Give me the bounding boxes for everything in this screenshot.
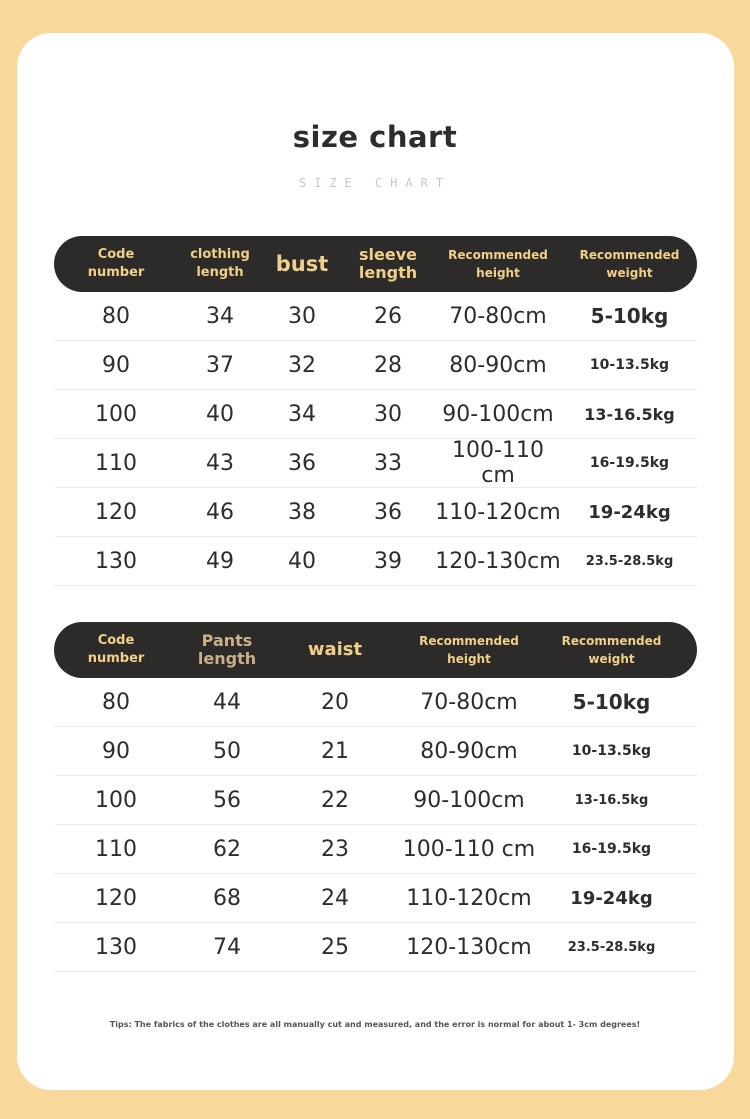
cell-weight: 19-24kg (570, 887, 653, 909)
table-row (54, 678, 697, 727)
table-row (54, 537, 697, 586)
cell-clothing-length: 43 (206, 450, 234, 476)
cell-weight: 10-13.5kg (589, 357, 670, 373)
cell-clothing-length: 49 (206, 548, 234, 574)
cell-code: 110 (95, 836, 137, 862)
cell-code: 80 (102, 689, 130, 715)
cell-pants-length: 74 (213, 934, 241, 960)
table-row (54, 292, 697, 341)
cell-code: 120 (95, 499, 137, 525)
cell-waist: 21 (321, 738, 349, 764)
cell-sleeve-length: 26 (374, 303, 402, 329)
cell-bust: 34 (288, 401, 316, 427)
cell-bust: 30 (288, 303, 316, 329)
page-subtitle: SIZE CHART (298, 176, 452, 190)
header-pants-length: Pants length (197, 631, 257, 668)
cell-pants-length: 62 (213, 836, 241, 862)
table-row (54, 923, 697, 972)
cell-weight: 23.5-28.5kg (567, 939, 656, 955)
cell-code: 100 (95, 401, 137, 427)
bottom-table-header (54, 622, 697, 678)
cell-waist: 22 (321, 787, 349, 813)
cell-clothing-length: 34 (206, 303, 234, 329)
cell-weight: 19-24kg (588, 501, 671, 523)
cell-code: 80 (102, 303, 130, 329)
header-clothing-length: clothing length (190, 247, 250, 280)
header-recommended-weight: Recommended weight (561, 634, 662, 666)
cell-sleeve-length: 33 (374, 450, 402, 476)
header-code-number: Code number (87, 633, 145, 666)
cell-code: 110 (95, 450, 137, 476)
cell-code: 90 (102, 352, 130, 378)
cell-height: 100-110 cm (402, 836, 536, 862)
top-table-header (54, 236, 697, 292)
cell-weight: 10-13.5kg (571, 743, 652, 759)
cell-height: 90-100cm (413, 787, 525, 813)
cell-pants-length: 56 (213, 787, 241, 813)
cell-waist: 23 (321, 836, 349, 862)
cell-height: 110-120cm (435, 499, 561, 525)
cell-weight: 13-16.5kg (584, 404, 675, 424)
cell-height: 90-100cm (442, 401, 554, 427)
cell-sleeve-length: 28 (374, 352, 402, 378)
cell-sleeve-length: 30 (374, 401, 402, 427)
header-recommended-height: Recommended height (448, 248, 548, 280)
cell-weight: 16-19.5kg (589, 455, 670, 471)
cell-weight: 5-10kg (590, 304, 669, 328)
cell-clothing-length: 37 (206, 352, 234, 378)
cell-waist: 24 (321, 885, 349, 911)
cell-height: 80-90cm (420, 738, 518, 764)
cell-code: 90 (102, 738, 130, 764)
cell-sleeve-length: 36 (374, 499, 402, 525)
header-waist: waist (307, 639, 363, 660)
cell-sleeve-length: 39 (374, 548, 402, 574)
table-row (54, 727, 697, 776)
cell-height: 120-130cm (435, 548, 561, 574)
cell-weight: 23.5-28.5kg (585, 553, 674, 569)
cell-waist: 25 (321, 934, 349, 960)
header-recommended-height: Recommended height (419, 634, 519, 666)
tips-note: Tips: The fabrics of the clothes are all manually cut and measured, and the error is normal for about 1- 3cm degrees! (109, 1020, 641, 1029)
header-recommended-weight: Recommended weight (579, 248, 680, 280)
cell-code: 100 (95, 787, 137, 813)
cell-height: 70-80cm (449, 303, 547, 329)
table-row (54, 488, 697, 537)
cell-pants-length: 68 (213, 885, 241, 911)
top-size-table (54, 236, 697, 586)
table-row (54, 341, 697, 390)
table-row (54, 776, 697, 825)
cell-height: 70-80cm (420, 689, 518, 715)
page-title: size chart (292, 120, 458, 154)
table-row (54, 874, 697, 923)
table-row (54, 825, 697, 874)
bottom-size-table (54, 622, 697, 972)
cell-height: 120-130cm (406, 934, 532, 960)
cell-bust: 38 (288, 499, 316, 525)
cell-pants-length: 44 (213, 689, 241, 715)
cell-height: 100-110 cm (452, 438, 544, 488)
cell-weight: 5-10kg (572, 690, 651, 714)
cell-waist: 20 (321, 689, 349, 715)
cell-weight: 16-19.5kg (571, 841, 652, 857)
cell-weight: 13-16.5kg (574, 792, 649, 808)
cell-height: 110-120cm (406, 885, 532, 911)
cell-clothing-length: 40 (206, 401, 234, 427)
cell-code: 130 (95, 934, 137, 960)
cell-bust: 36 (288, 450, 316, 476)
cell-height: 80-90cm (449, 352, 547, 378)
cell-bust: 40 (288, 548, 316, 574)
header-code-number: Code number (87, 247, 145, 280)
header-bust: bust (275, 252, 329, 276)
table-row (54, 439, 697, 488)
cell-bust: 32 (288, 352, 316, 378)
cell-code: 120 (95, 885, 137, 911)
cell-clothing-length: 46 (206, 499, 234, 525)
cell-pants-length: 50 (213, 738, 241, 764)
table-row (54, 390, 697, 439)
cell-code: 130 (95, 548, 137, 574)
header-sleeve-length: sleeve length (358, 245, 418, 282)
